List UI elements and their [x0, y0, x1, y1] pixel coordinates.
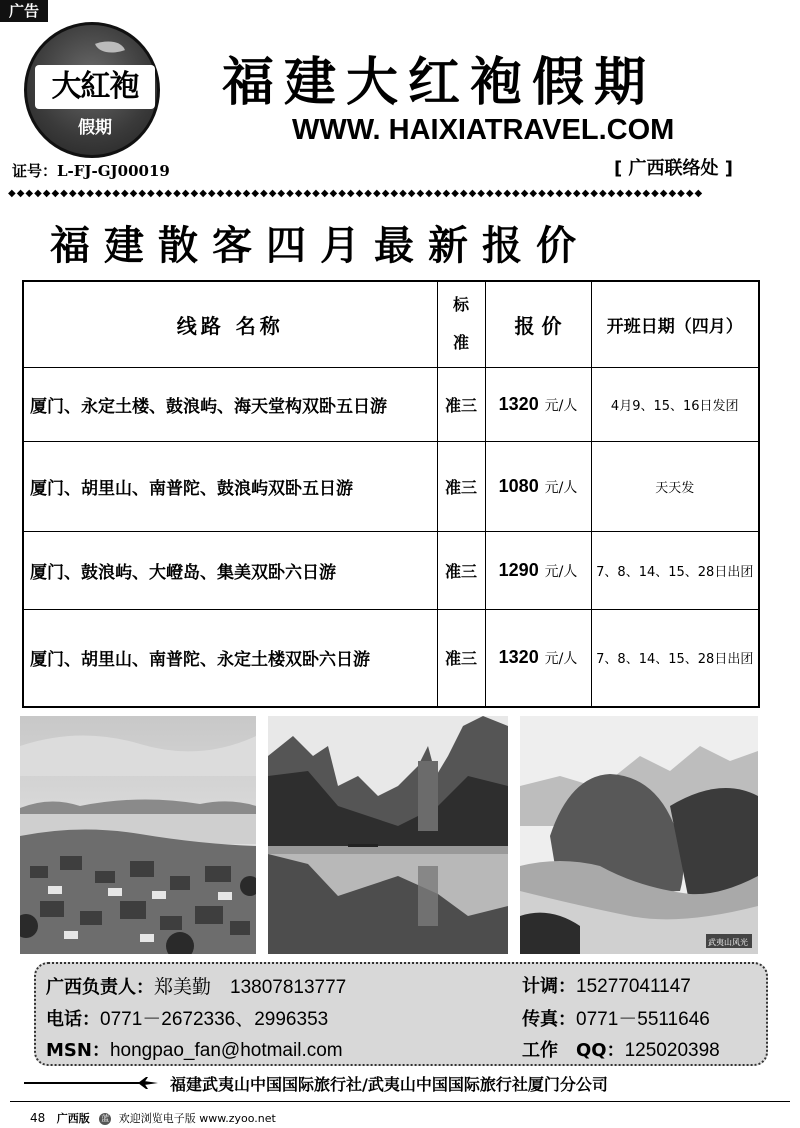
price	[485, 441, 591, 531]
work-qq-value: 125020398	[624, 1040, 720, 1061]
route-name: 厦门、胡里山、南普陀、鼓浪屿双卧五日游	[23, 441, 437, 531]
photo-watermark: 武夷山风光	[708, 938, 748, 947]
brand-logo	[24, 22, 160, 158]
site-link[interactable]: 欢迎浏览电子版 www.zyoo.net	[118, 1112, 276, 1125]
price-unit: 元/人	[544, 479, 578, 496]
footer-company: 福建武夷山中国国际旅行社/武夷山中国国际旅行社厦门分公司	[170, 1075, 608, 1094]
col-price-header: 报 价	[485, 281, 591, 367]
photo-gulangyu	[20, 716, 256, 954]
manager-value: 郑美勤 13807813777	[154, 977, 347, 998]
standard: 准三	[437, 441, 485, 531]
license-number: 证号：L-FJ-GJ00019	[12, 162, 170, 180]
tea-leaf-icon	[95, 35, 125, 59]
price-unit: 元/人	[544, 397, 578, 414]
price	[485, 367, 591, 441]
headline: 福建散客四月最新报价	[50, 222, 590, 269]
fax-value: 0771－5511646	[576, 1009, 710, 1030]
price-table	[22, 280, 760, 708]
contact-dispatch	[522, 972, 691, 998]
contact-msn	[46, 1036, 343, 1062]
route-name: 厦门、鼓浪屿、大嶝岛、集美双卧六日游	[23, 531, 437, 609]
route-name: 厦门、胡里山、南普陀、永定土楼双卧六日游	[23, 609, 437, 707]
contact-phone	[46, 1004, 328, 1031]
logo-sub-text: 假期	[78, 118, 112, 138]
brand-title: 福建大红袍假期	[222, 52, 657, 113]
msn-value[interactable]: hongpao_fan@hotmail.com	[109, 1040, 343, 1061]
standard-header-bottom: 准	[452, 333, 469, 353]
contact-box	[34, 962, 768, 1066]
work-qq-label: 工作 QQ：	[522, 1040, 625, 1061]
table-row	[23, 367, 759, 441]
departure-date: 7、8、14、15、28日出团	[591, 609, 759, 707]
standard-header-top: 标	[452, 295, 469, 315]
office-label: [ 广西联络处 ]	[614, 158, 733, 179]
table-row	[23, 609, 759, 707]
msn-label: MSN：	[46, 1040, 110, 1061]
col-route-header: 线路 名称	[23, 281, 437, 367]
logo-main-text: 大紅袍	[35, 65, 155, 109]
standard: 准三	[437, 367, 485, 441]
price-value: 1320	[498, 647, 539, 668]
edition-badge-icon: 蓝	[101, 1114, 110, 1123]
col-date-header: 开班日期（四月）	[591, 281, 759, 367]
fax-label: 传真：	[522, 1009, 576, 1030]
brand-url[interactable]: WWW. HAIXIATRAVEL.COM	[292, 114, 675, 146]
price-value: 1290	[498, 559, 539, 580]
dispatch-value: 15277041147	[576, 976, 691, 997]
price-unit: 元/人	[544, 651, 578, 668]
standard: 准三	[437, 609, 485, 707]
ad-tag: 广告	[0, 0, 48, 22]
table-row	[23, 531, 759, 609]
photo-wuyi-river	[268, 716, 508, 954]
table-header-row	[23, 281, 759, 367]
manager-label: 广西负责人：	[46, 977, 154, 998]
contact-work-qq	[522, 1036, 720, 1062]
page-footer	[30, 1110, 276, 1126]
price	[485, 531, 591, 609]
footer-divider	[10, 1101, 790, 1102]
photo-wuyi-mountain	[520, 716, 758, 954]
diamond-divider: ◆◆◆◆◆◆◆◆◆◆◆◆◆◆◆◆◆◆◆◆◆◆◆◆◆◆◆◆◆◆◆◆◆◆◆◆◆◆◆◆◆◆◆◆◆◆◆◆◆◆◆◆◆◆◆◆◆◆◆◆◆◆◆◆◆◆◆◆◆◆◆◆◆◆◆◆◆◆◆◆	[8, 188, 704, 199]
table-row	[23, 441, 759, 531]
departure-date: 4月9、15、16日发团	[591, 367, 759, 441]
route-name: 厦门、永定土楼、鼓浪屿、海天堂构双卧五日游	[23, 367, 437, 441]
standard: 准三	[437, 531, 485, 609]
contact-manager	[46, 972, 346, 999]
airplane-arrow-icon	[24, 1076, 158, 1090]
phone-value: 0771－2672336、2996353	[100, 1009, 329, 1030]
price-value: 1080	[498, 475, 539, 496]
col-standard-header	[437, 281, 485, 367]
departure-date: 7、8、14、15、28日出团	[591, 531, 759, 609]
price-value: 1320	[498, 393, 539, 414]
price-unit: 元/人	[544, 563, 578, 580]
edition-label: 广西版	[56, 1112, 90, 1125]
phone-label: 电话：	[46, 1009, 100, 1030]
price	[485, 609, 591, 707]
contact-fax	[522, 1004, 710, 1031]
departure-date: 天天发	[591, 441, 759, 531]
page-number: 48	[30, 1111, 46, 1125]
dispatch-label: 计调：	[522, 976, 576, 997]
